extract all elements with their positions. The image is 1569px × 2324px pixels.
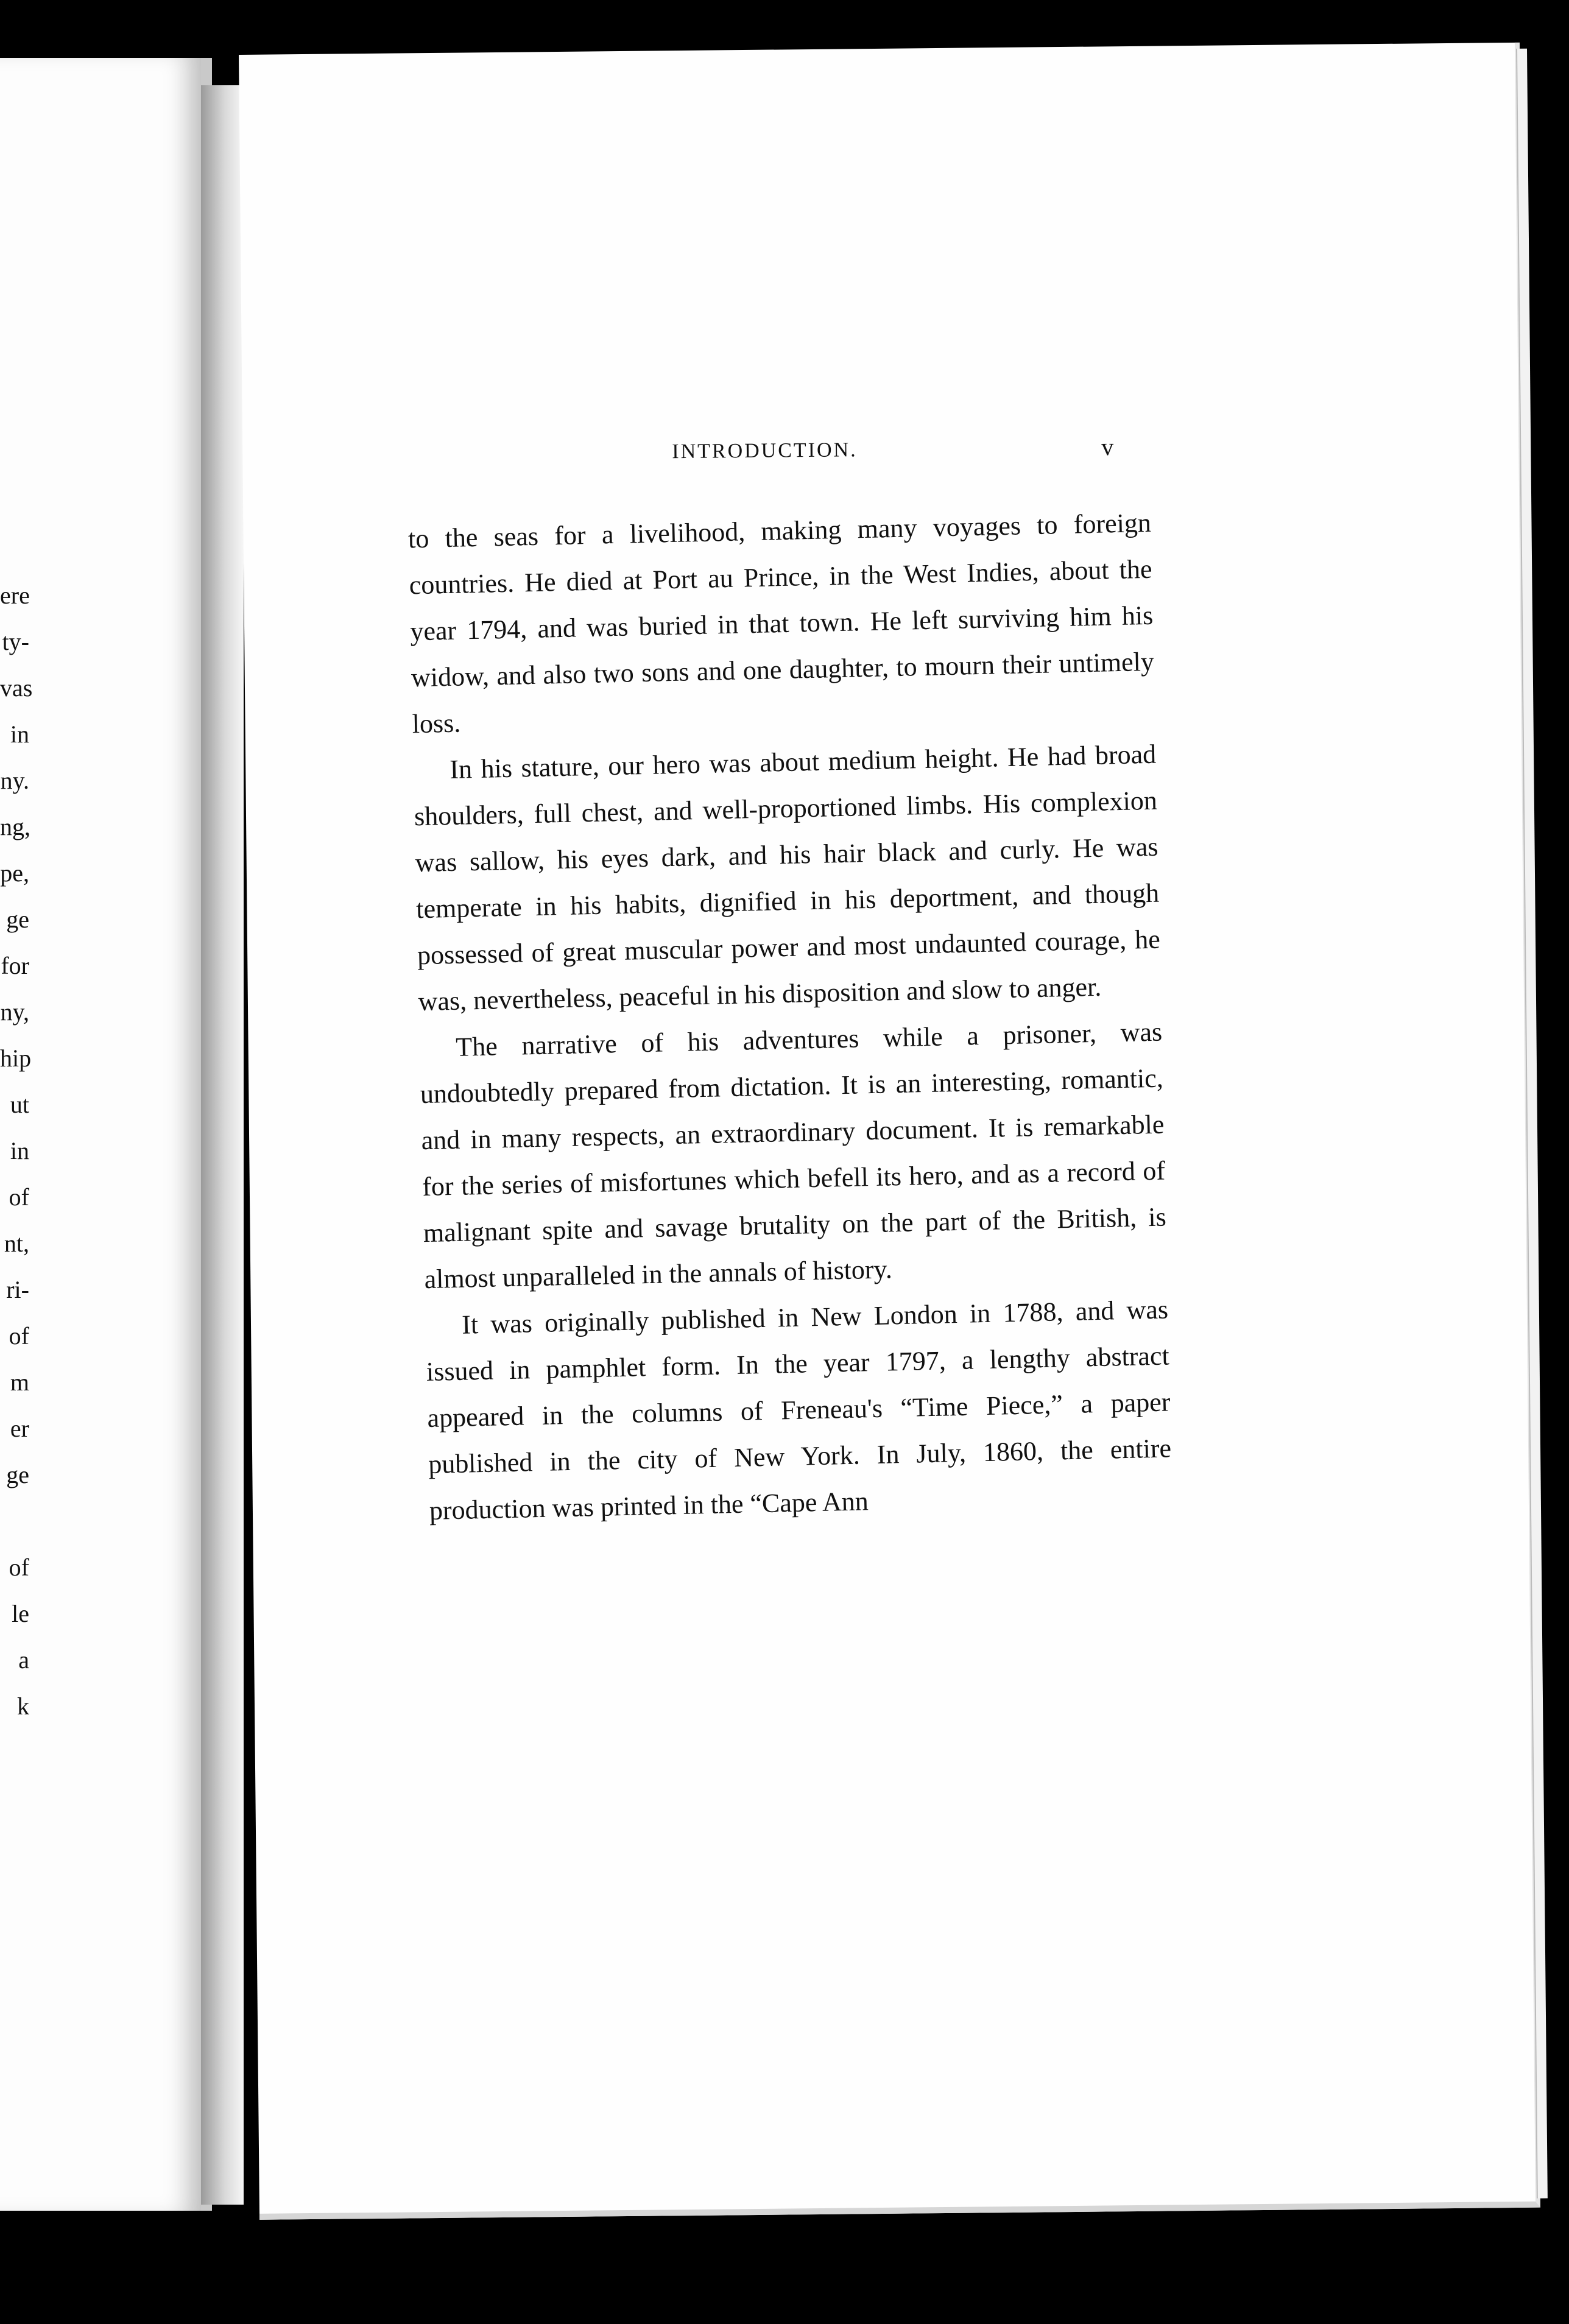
- left-fragment: ny.: [0, 767, 29, 794]
- paragraph: The narrative of his adventures while a prisoner, was undoubtedly prepared from dictation. It is an interesting, romantic, and in many respects, an extraordinary document. It is remarkable for the series of misfortunes which befell its hero, and as a record of malignant spite and savage brutality on the part of the British, is almost unparalleled in the annals of history.: [420, 1016, 1167, 1295]
- left-fragment: ere: [0, 582, 30, 609]
- paragraph: It was originally published in New London in 1788, and was issued in pamphlet form. In the year 1797, a lengthy abstract appeared in the columns of Freneau's “Time Piece,” a paper published in the city of New York. In July, 1860, the entire production was printed in the “Cape Ann: [426, 1294, 1172, 1526]
- left-fragment: k: [17, 1692, 29, 1720]
- left-fragment: ny,: [0, 998, 29, 1026]
- left-fragment: ge: [6, 906, 29, 933]
- left-fragment: in: [10, 720, 29, 748]
- left-fragment: of: [9, 1554, 29, 1581]
- body-text: [407, 500, 1172, 1534]
- left-fragment: ty-: [2, 628, 29, 655]
- left-fragment: for: [1, 952, 29, 979]
- left-fragment: vas: [0, 674, 33, 702]
- running-head-title: INTRODUCTION.: [672, 438, 858, 463]
- left-fragment: le: [12, 1600, 29, 1627]
- left-fragment: ri-: [6, 1276, 29, 1303]
- left-page-text-fragments: [0, 572, 33, 1730]
- page-number: v: [1101, 433, 1114, 461]
- left-fragment: nt,: [4, 1230, 29, 1257]
- right-page: [239, 43, 1540, 2220]
- left-fragment: er: [10, 1415, 29, 1442]
- paragraph: to the seas for a livelihood, making many voyages to foreign countries. He died at Port au Prince, in the West Indies, about the year 1794, and was buried in that town. He left surviving him his widow, and also two sons and one daughter, to mourn their untimely loss.: [407, 507, 1155, 739]
- left-fragment: ut: [10, 1091, 29, 1118]
- left-fragment: [0, 1498, 29, 1544]
- left-facing-page: [0, 58, 212, 2211]
- left-fragment: ng,: [0, 813, 30, 840]
- book-gutter-shadow: [201, 85, 244, 2205]
- left-fragment: a: [18, 1646, 29, 1674]
- left-fragment: of: [9, 1322, 29, 1350]
- left-fragment: hip: [0, 1044, 32, 1072]
- left-fragment: in: [10, 1137, 29, 1164]
- left-fragment: ge: [6, 1461, 29, 1488]
- left-fragment: of: [9, 1183, 29, 1211]
- paragraph: In his stature, our hero was about medium height. He had broad shoulders, full chest, and well-proportioned limbs. His complexion was sallow, his eyes dark, and his hair black and curly. He was temperate in his habits, dignified in his deportment, and though possessed of great muscular power and most undaunted courage, he was, nevertheless, peaceful in his disposition and slow to anger.: [414, 739, 1161, 1017]
- page-edge: [1516, 49, 1548, 2199]
- running-head: [242, 432, 1518, 481]
- left-fragment: pe,: [0, 859, 29, 887]
- left-fragment: m: [10, 1368, 29, 1396]
